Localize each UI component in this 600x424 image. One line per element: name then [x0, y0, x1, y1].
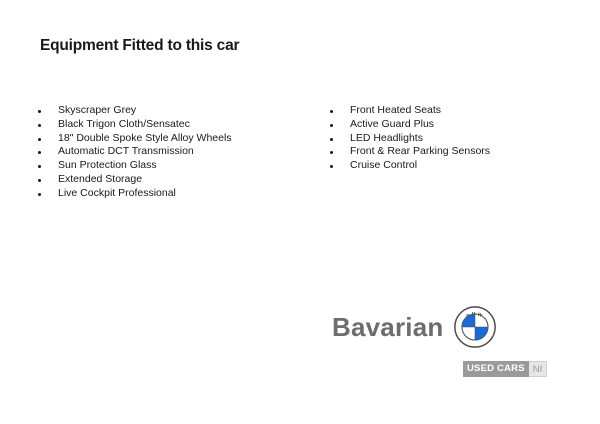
equipment-item: Black Trigon Cloth/Sensatec	[38, 118, 232, 132]
equipment-item: LED Headlights	[330, 132, 490, 146]
equipment-item: Extended Storage	[38, 173, 232, 187]
equipment-item: Automatic DCT Transmission	[38, 145, 232, 159]
equipment-list-right	[330, 104, 490, 173]
bmw-roundel-icon	[454, 306, 496, 348]
equipment-item: Skyscraper Grey	[38, 104, 232, 118]
equipment-list-left	[38, 104, 232, 201]
equipment-item: Cruise Control	[330, 159, 490, 173]
badge-used-cars: USED CARS	[463, 361, 529, 377]
badge-region: NI	[529, 361, 548, 377]
brand-wordmark: Bavarian	[332, 311, 444, 342]
used-cars-badge	[463, 361, 547, 377]
equipment-item: Front Heated Seats	[330, 104, 490, 118]
equipment-item: Live Cockpit Professional	[38, 187, 232, 201]
bavarian-logo	[332, 306, 496, 348]
equipment-item: 18" Double Spoke Style Alloy Wheels	[38, 132, 232, 146]
page-title: Equipment Fitted to this car	[40, 37, 240, 54]
bmw-letters: BMW	[465, 311, 486, 319]
equipment-item: Sun Protection Glass	[38, 159, 232, 173]
equipment-item: Front & Rear Parking Sensors	[330, 145, 490, 159]
equipment-item: Active Guard Plus	[330, 118, 490, 132]
